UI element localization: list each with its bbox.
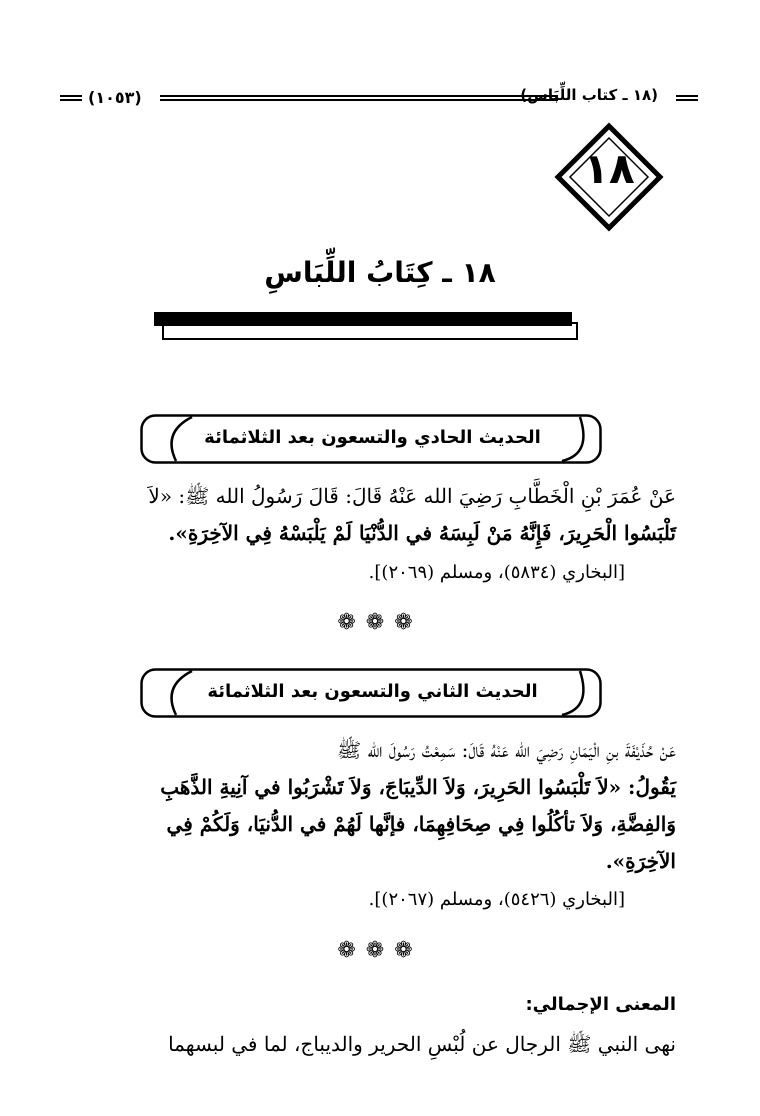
- hadith2-line3: وَالفِضَّةِ، وَلاَ تأكُلُوا فِي صِحَافِهِمَا، فإنَّها لَهُمْ في الدُّنيَا، وَلَكُمْ فِي: [166, 812, 676, 836]
- header-rule-right: [676, 95, 698, 101]
- hadith1-source: [البخاري (٥٨٣٤)، ومسلم (٢٠٦٩)].: [368, 562, 625, 583]
- hadith2-heading: الحديث الثاني والتسعون بعد الثلاثمائة: [207, 681, 538, 702]
- hadith1-line1: عَنْ عُمَرَ بْنِ الْخَطَّابِ رَضِيَ الله عَنْهُ قَالَ: قَالَ رَسُولُ الله ﷺ: «لاَ: [148, 484, 676, 508]
- book-label: (١٨ ـ كتاب اللِّبَاس): [520, 86, 658, 104]
- chapter-title-underline-bar: [154, 312, 572, 326]
- separator-stars-2: ❁❁❁: [337, 938, 423, 963]
- hadith2-heading-box: [140, 668, 602, 718]
- hadith2-line1: عَنْ حُذَيْفَةَ بنِ الْيَمَانِ رَضِيَ الله عَنْهُ قَالَ: سَمِعْتُ رَسُولَ الله ﷺ: [337, 738, 676, 762]
- header-rule-left: [60, 95, 82, 101]
- hadith1-line2: تَلْبَسُوا الْحَرِيرَ، فَإِنَّهُ مَنْ لَبِسَهُ في الدُّنْيَا لَمْ يَلْبَسْهُ فِي الآخِرَةِ».: [168, 521, 676, 545]
- chapter-title: ١٨ ـ كِتَابُ اللِّبَاسِ: [264, 256, 496, 289]
- chapter-number: ١٨: [583, 144, 635, 193]
- hadith2-line2: يَقُولُ: «لاَ تَلْبَسُوا الحَرِيرَ، وَلاَ الدِّيبَاجَ، وَلاَ تَشْرَبُوا في آنِيةِ الذَّهَبِ: [160, 775, 676, 799]
- hadith1-heading-box: [140, 414, 602, 464]
- summary-heading: المعنى الإجمالي:: [525, 994, 676, 1015]
- summary-line1: نهى النبي ﷺ الرجال عن لُبْسِ الحرير والديباج، لما في لبسهما: [168, 1032, 676, 1056]
- running-header: [60, 84, 698, 114]
- page-number: (١٠٥٣): [88, 88, 142, 107]
- separator-stars: ❁❁❁: [337, 610, 423, 635]
- hadith2-line4: الآخِرَةِ».: [605, 849, 676, 873]
- hadith2-source: [البخاري (٥٤٢٦)، ومسلم (٢٠٦٧)].: [368, 889, 625, 910]
- hadith1-heading: الحديث الحادي والتسعون بعد الثلاثمائة: [204, 427, 541, 448]
- header-rule-middle: [160, 95, 558, 101]
